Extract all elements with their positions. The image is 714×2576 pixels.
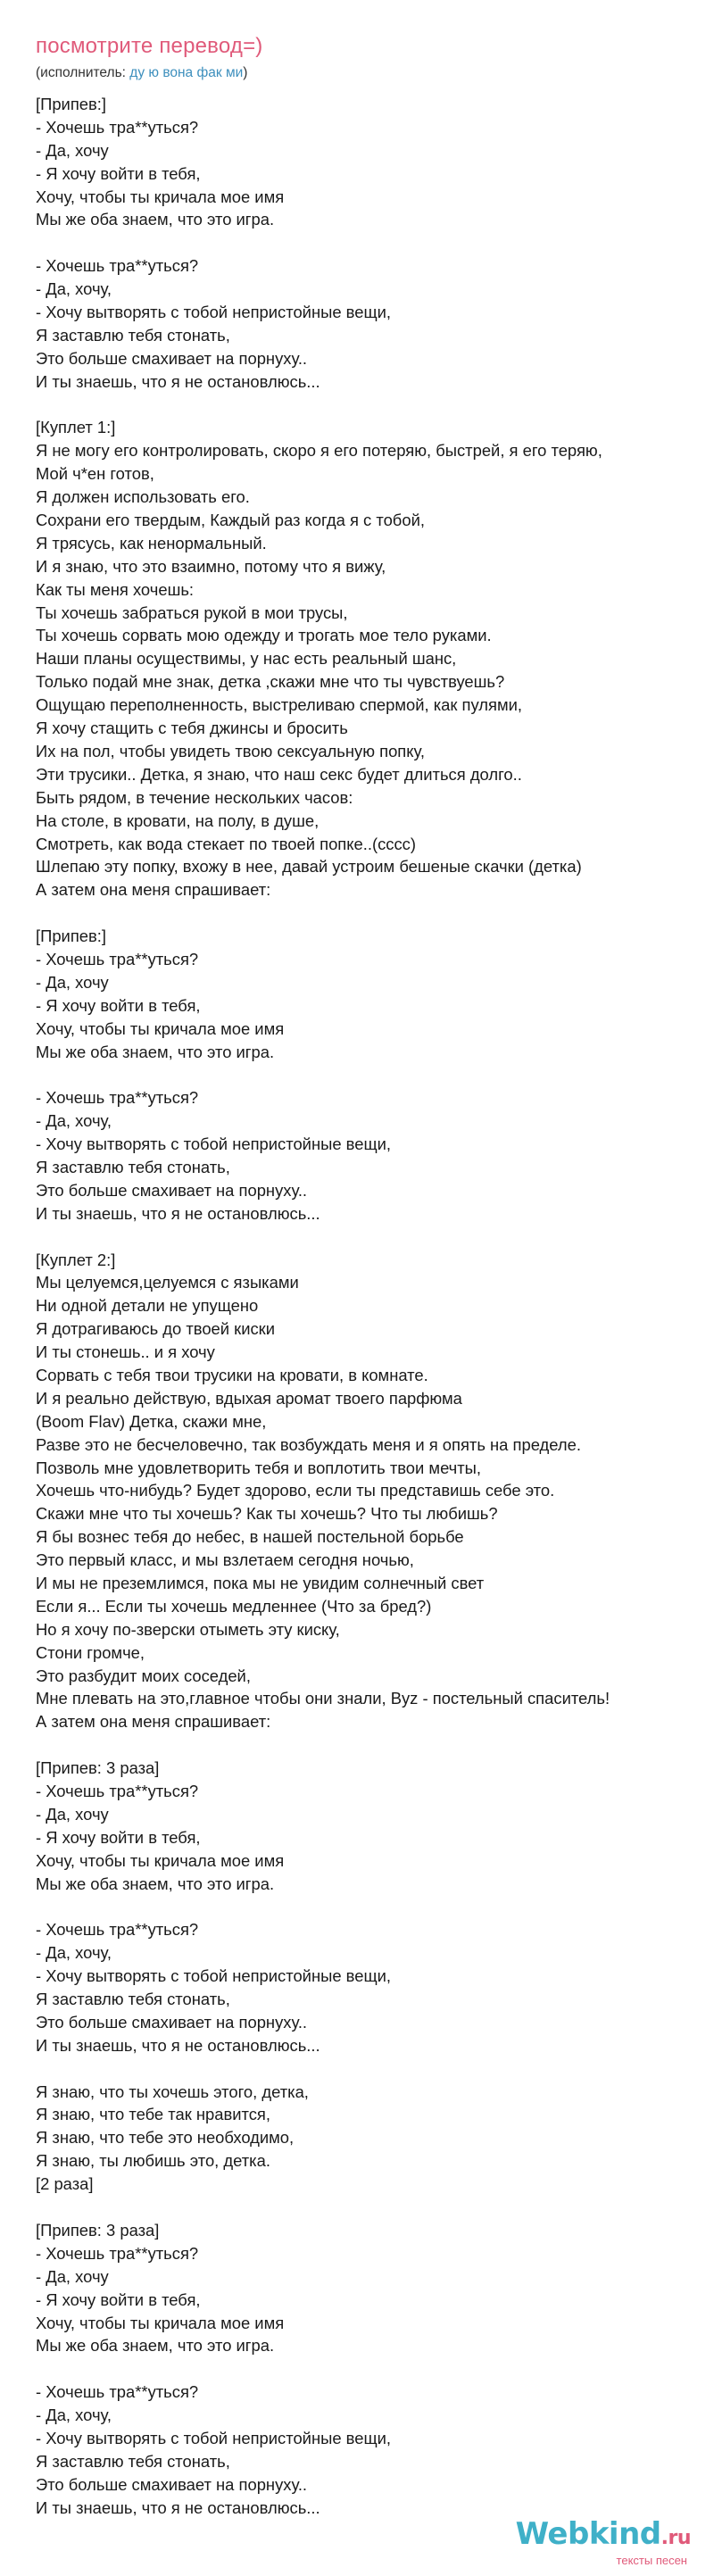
lyric-line: Только подай мне знак, детка ,скажи мне что ты чувствуешь? xyxy=(36,672,505,692)
lyric-line: - Хочешь тра**уться? xyxy=(36,117,199,137)
lyric-line: Хочешь что-нибудь? Будет здорово, если ты представишь себе это. xyxy=(36,1481,555,1500)
lyric-line xyxy=(36,394,696,417)
lyric-line: Наши планы осуществимы, у нас есть реальный шанс, xyxy=(36,649,457,669)
lyric-line xyxy=(36,231,696,254)
lyric-line: Я знаю, ты любишь это, детка. xyxy=(36,2151,270,2171)
lyric-line: Я знаю, что тебе это необходимо, xyxy=(36,2128,295,2148)
lyric-line: - Я хочу войти в тебя, xyxy=(36,1827,201,1847)
lyric-line: Мы же оба знаем, что это игра. xyxy=(36,2336,275,2356)
lyric-line: - Да, хочу xyxy=(36,2266,109,2286)
lyric-line: - Хочешь тра**уться? xyxy=(36,1088,199,1108)
lyric-line: И ты знаешь, что я не остановлюсь... xyxy=(36,371,320,391)
lyric-line: Эти трусики.. Детка, я знаю, что наш секс будет длиться долго.. xyxy=(36,764,522,784)
lyric-line: Я бы вознес тебя до небес, в нашей постельной борьбе xyxy=(36,1527,464,1547)
lyric-line: - Да, хочу, xyxy=(36,2406,112,2425)
lyric-line: Я трясусь, как ненормальный. xyxy=(36,533,267,553)
lyric-line: Я заставлю тебя стонать, xyxy=(36,1157,230,1176)
lyric-line: - Хочешь тра**уться? xyxy=(36,2243,199,2263)
artist-suffix: ) xyxy=(243,65,248,80)
lyric-line: - Хочешь тра**уться? xyxy=(36,1920,199,1940)
artist-prefix: (исполнитель: xyxy=(36,65,130,80)
lyric-line: - Да, хочу xyxy=(36,972,109,992)
lyric-line xyxy=(36,1226,696,1249)
lyric-line: Ни одной детали не упущено xyxy=(36,1296,259,1316)
lyric-line: Хочу, чтобы ты кричала мое имя xyxy=(36,1850,285,1870)
lyric-line: Быть рядом, в течение нескольких часов: xyxy=(36,787,353,807)
lyric-line xyxy=(36,2057,696,2081)
lyric-line: [Куплет 1:] xyxy=(36,418,116,437)
lyric-line: - Хочу вытворять с тобой непристойные вещи, xyxy=(36,303,391,322)
lyric-line: Сохрани его твердым, Каждый раз когда я с тобой, xyxy=(36,511,425,530)
lyric-line: - Хочу вытворять с тобой непристойные вещи, xyxy=(36,2428,391,2447)
lyric-line: Шлепаю эту попку, вхожу в нее, давай устроим бешеные скачки (детка) xyxy=(36,857,582,877)
lyric-line: Сорвать с тебя твои трусики на кровати, в комнате. xyxy=(36,1365,428,1384)
lyric-line: Хочу, чтобы ты кричала мое имя xyxy=(36,1018,285,1038)
lyric-line: - Хочу вытворять с тобой непристойные вещи, xyxy=(36,1966,391,1986)
lyric-line: - Хочешь тра**уться? xyxy=(36,1782,199,1801)
lyric-line: Хочу, чтобы ты кричала мое имя xyxy=(36,187,285,206)
lyric-line: Мы же оба знаем, что это игра. xyxy=(36,1874,275,1893)
lyric-line: [Припев: 3 раза] xyxy=(36,1758,160,1778)
lyric-line: Я не могу его контролировать, скоро я его потеряю, быстрей, я его теряю, xyxy=(36,441,602,461)
lyric-line: Разве это не бесчеловечно, так возбуждать меня и я опять на пределе. xyxy=(36,1434,581,1454)
watermark-brand: Webkind xyxy=(515,2516,661,2552)
lyric-line: И я реально действую, вдыхая аромат твоего парфюма xyxy=(36,1388,462,1408)
lyric-line: Ощущаю переполненность, выстреливаю спермой, как пулями, xyxy=(36,695,523,715)
lyric-line: Мы же оба знаем, что это игра. xyxy=(36,210,275,229)
site-watermark xyxy=(494,2517,691,2567)
lyric-line xyxy=(36,1733,696,1757)
lyric-line: - Хочешь тра**уться? xyxy=(36,949,199,968)
lyric-line: - Да, хочу, xyxy=(36,1111,112,1131)
lyric-line: [Припев:] xyxy=(36,95,107,113)
lyric-line: Хочу, чтобы ты кричала мое имя xyxy=(36,2313,285,2332)
lyric-line: Мой ч*ен готов, xyxy=(36,464,154,484)
lyric-line: - Я хочу войти в тебя, xyxy=(36,163,201,183)
lyric-line: Если я... Если ты хочешь медленнее (Что за бред?) xyxy=(36,1596,432,1616)
lyrics-text xyxy=(36,93,696,2520)
lyric-line: Их на пол, чтобы увидеть твою сексуальную попку, xyxy=(36,741,425,760)
lyric-line: Я хочу стащить с тебя джинсы и бросить xyxy=(36,719,348,738)
lyric-line: - Да, хочу xyxy=(36,1804,109,1824)
lyric-line: Смотреть, как вода стекает по твоей попке..(сссс) xyxy=(36,834,416,853)
lyric-line: И ты знаешь, что я не остановлюсь... xyxy=(36,1203,320,1223)
lyric-line: Ты хочешь сорвать мою одежду и трогать мое тело руками. xyxy=(36,626,492,645)
lyric-line: И мы не преземлимся, пока мы не увидим солнечный свет xyxy=(36,1574,485,1592)
lyric-line: А затем она меня спрашивает: xyxy=(36,880,271,900)
lyric-line: И ты стонешь.. и я хочу xyxy=(36,1342,215,1362)
lyric-line xyxy=(36,1063,696,1086)
lyric-line: [Припев:] xyxy=(36,927,107,946)
lyric-line: Я заставлю тебя стонать, xyxy=(36,325,230,345)
lyric-line xyxy=(36,2196,696,2219)
lyric-line: Я знаю, что ты хочешь этого, детка, xyxy=(36,2082,309,2101)
lyric-line: На столе, в кровати, на полу, в душе, xyxy=(36,810,320,830)
lyric-line: И я знаю, что это взаимно, потому что я вижу, xyxy=(36,556,386,576)
lyric-line: [Куплет 2:] xyxy=(36,1250,116,1269)
lyric-line: - Да, хочу, xyxy=(36,279,112,299)
lyric-line: Я знаю, что тебе так нравится, xyxy=(36,2105,270,2124)
lyric-line: Я дотрагиваюсь до твоей киски xyxy=(36,1319,276,1339)
watermark-tld: .ru xyxy=(660,2527,691,2549)
artist-link[interactable]: ду ю вона фак ми xyxy=(129,65,244,80)
lyric-line: Я заставлю тебя стонать, xyxy=(36,1990,230,2009)
lyric-line: - Да, хочу, xyxy=(36,1943,112,1963)
watermark-logo xyxy=(494,2517,691,2555)
lyric-line: - Я хочу войти в тебя, xyxy=(36,995,201,1015)
lyric-line: Это больше смахивает на порнуху.. xyxy=(36,2474,308,2494)
page-title: посмотрите перевод=) xyxy=(36,34,263,58)
lyric-line: Скажи мне что ты хочешь? Как ты хочешь? Что ты любишь? xyxy=(36,1504,498,1524)
lyric-line: Мне плевать на это,главное чтобы они знали, Byz - постельный спаситель! xyxy=(36,1689,610,1708)
lyric-line: [2 раза] xyxy=(36,2174,94,2194)
lyric-line: Мы целуемся,целуемся с языками xyxy=(36,1273,299,1292)
lyric-line: Позволь мне удовлетворить тебя и воплотить твои мечты, xyxy=(36,1458,482,1477)
lyric-line: - Да, хочу xyxy=(36,140,109,160)
lyric-line: И ты знаешь, что я не остановлюсь... xyxy=(36,2035,320,2055)
lyric-line: - Хочу вытворять с тобой непристойные вещи, xyxy=(36,1134,391,1154)
lyric-line: Мы же оба знаем, что это игра. xyxy=(36,1042,275,1061)
lyric-line: Это больше смахивает на порнуху.. xyxy=(36,348,308,368)
lyric-line: Это разбудит моих соседей, xyxy=(36,1666,251,1685)
lyric-line: (Boom Flav) Детка, скажи мне, xyxy=(36,1411,267,1431)
lyric-line: Как ты меня хочешь: xyxy=(36,579,195,599)
lyric-line: Я должен использовать его. xyxy=(36,487,250,507)
lyric-line: Это больше смахивает на порнуху.. xyxy=(36,2012,308,2032)
artist-line xyxy=(36,65,247,81)
lyric-line: Это больше смахивает на порнуху.. xyxy=(36,1180,308,1200)
lyric-line xyxy=(36,2357,696,2381)
lyric-line: Это первый класс, и мы взлетаем сегодня ночью, xyxy=(36,1550,414,1570)
lyric-line: А затем она меня спрашивает: xyxy=(36,1712,271,1732)
lyric-line: Ты хочешь забраться рукой в мои трусы, xyxy=(36,602,348,622)
lyric-line: - Хочешь тра**уться? xyxy=(36,256,199,276)
lyric-line: Стони громче, xyxy=(36,1642,145,1662)
lyric-line: Но я хочу по-зверски отыметь эту киску, xyxy=(36,1619,340,1639)
lyric-line: [Припев: 3 раза] xyxy=(36,2220,160,2239)
lyric-line xyxy=(36,902,696,925)
lyric-line xyxy=(36,1895,696,1918)
lyric-line: - Я хочу войти в тебя, xyxy=(36,2289,201,2309)
lyric-line: - Хочешь тра**уться? xyxy=(36,2382,199,2402)
watermark-tagline: тексты песен xyxy=(616,2554,687,2567)
lyric-line: И ты знаешь, что я не остановлюсь... xyxy=(36,2497,320,2517)
lyric-line: Я заставлю тебя стонать, xyxy=(36,2451,230,2471)
